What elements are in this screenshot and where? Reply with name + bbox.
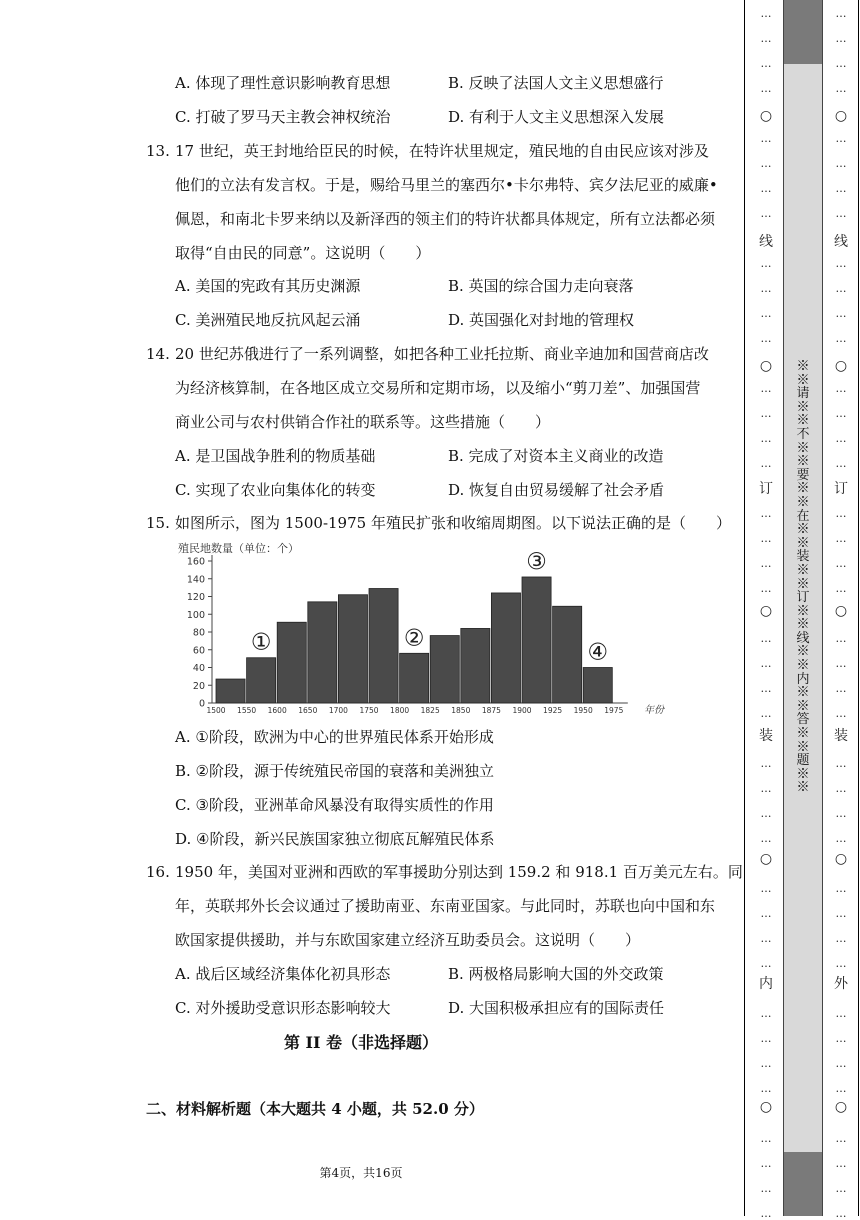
binding-char: 线 [834, 234, 848, 250]
binding-dots: … [835, 957, 847, 970]
binding-dots: … [760, 1007, 772, 1020]
chart-ylabel: 殖民地数量（单位：个） [178, 542, 299, 555]
binding-dots: … [760, 132, 772, 145]
chart-bar [277, 622, 306, 703]
chart-y-tick-label: 80 [192, 627, 205, 639]
binding-dots: … [760, 807, 772, 820]
chart-bar [216, 679, 245, 703]
binding-dots: … [760, 1032, 772, 1045]
binding-dots: … [760, 7, 772, 20]
q16-number: 16. [146, 863, 170, 881]
q12-option-a[interactable]: A. 体现了理性意识影响教育思想 [175, 74, 391, 92]
binding-dots: … [760, 1082, 772, 1095]
q16-stem-line-3: 欧国家提供援助，并与东欧国家建立经济互助委员会。这说明（ ） [175, 931, 641, 949]
binding-circle: ○ [759, 603, 773, 619]
binding-char: 订 [834, 481, 848, 497]
chart-x-tick-label: 1850 [451, 706, 471, 715]
binding-circle: ○ [759, 1099, 773, 1115]
inner-binding-line [758, 0, 774, 1220]
binding-dots: … [760, 657, 772, 670]
binding-dots: … [835, 182, 847, 195]
binding-char: 装 [759, 728, 773, 744]
binding-dots: … [760, 1182, 772, 1195]
colony-count-bar-chart [170, 538, 690, 720]
binding-dots: … [835, 557, 847, 570]
q13-option-d[interactable]: D. 英国强化对封地的管理权 [448, 311, 635, 329]
chart-bar [583, 668, 612, 704]
binding-dots: … [835, 57, 847, 70]
binding-dots: … [835, 1157, 847, 1170]
q13-stem-line-2: 他们的立法有发言权。于是，赐给马里兰的塞西尔•卡尔弗特、宾夕法尼亚的威廉• [175, 176, 718, 194]
binding-dots: … [760, 582, 772, 595]
binding-circle: ○ [759, 108, 773, 124]
chart-stage-label: ③ [526, 548, 547, 575]
chart-x-tick-label: 1925 [543, 706, 563, 715]
binding-dots: … [760, 682, 772, 695]
binding-border-right [858, 0, 859, 1216]
q14-stem-line-2: 为经济核算制，在各地区成立交易所和定期市场，以及缩小“剪刀差”、加强国营 [175, 379, 701, 397]
binding-dots: … [760, 632, 772, 645]
binding-dots: … [760, 32, 772, 45]
binding-dots: … [835, 832, 847, 845]
q12-option-b[interactable]: B. 反映了法国人文主义思想盛行 [448, 74, 664, 92]
binding-char: 订 [759, 481, 773, 497]
binding-dots: … [835, 307, 847, 320]
chart-xlabel: 年份 [644, 705, 664, 716]
binding-dots: … [835, 1082, 847, 1095]
binding-dots: … [835, 882, 847, 895]
binding-dots: … [760, 882, 772, 895]
binding-char: 外 [834, 976, 848, 992]
q14-number: 14. [146, 345, 170, 363]
q15-option-d[interactable]: D. ④阶段，新兴民族国家独立彻底瓦解殖民体系 [175, 830, 495, 848]
binding-circle: ○ [834, 851, 848, 867]
binding-dots: … [760, 457, 772, 470]
binding-dots: … [760, 1207, 772, 1220]
chart-x-tick-label: 1825 [420, 706, 440, 715]
chart-y-tick-label: 140 [186, 574, 205, 586]
chart-x-tick-label: 1750 [359, 706, 379, 715]
binding-dots: … [760, 1132, 772, 1145]
binding-dots: … [760, 757, 772, 770]
binding-dots: … [760, 1157, 772, 1170]
chart-bar [338, 595, 367, 703]
q15-option-c[interactable]: C. ③阶段，亚洲革命风暴没有取得实质性的作用 [175, 796, 494, 814]
binding-dots: … [760, 382, 772, 395]
page-footer: 第4页，共16页 [319, 1166, 403, 1180]
binding-dots: … [760, 407, 772, 420]
binding-char: 线 [759, 234, 773, 250]
binding-circle: ○ [759, 851, 773, 867]
binding-dots: … [835, 632, 847, 645]
chart-x-tick-label: 1875 [481, 706, 501, 715]
binding-dots: … [835, 507, 847, 520]
binding-dots: … [760, 832, 772, 845]
chart-y-tick-label: 20 [192, 680, 205, 692]
chart-y-tick-label: 60 [192, 645, 205, 657]
q13-stem-line-4: 取得“自由民的同意”。这说明（ ） [175, 244, 431, 262]
q15-option-a[interactable]: A. ①阶段，欧洲为中心的世界殖民体系开始形成 [175, 728, 494, 746]
binding-circle: ○ [834, 108, 848, 124]
binding-dots: … [760, 557, 772, 570]
q12-option-d[interactable]: D. 有利于人文主义思想深入发展 [448, 108, 665, 126]
binding-dots: … [760, 282, 772, 295]
chart-bar [369, 589, 398, 703]
binding-dots: … [835, 707, 847, 720]
binding-dots: … [835, 932, 847, 945]
binding-warning-column [783, 0, 823, 1216]
binding-dots: … [835, 1182, 847, 1195]
chart-x-tick-label: 1800 [390, 706, 410, 715]
chart-bar [430, 636, 459, 703]
chart-x-tick-label: 1650 [298, 706, 318, 715]
q15-number: 15. [146, 514, 170, 532]
binding-char: 内 [759, 976, 773, 992]
chart-bar [491, 593, 520, 703]
binding-circle: ○ [834, 358, 848, 374]
binding-dots: … [835, 382, 847, 395]
binding-dots: … [760, 507, 772, 520]
chart-x-tick-label: 1550 [237, 706, 257, 715]
binding-dots: … [760, 432, 772, 445]
chart-x-tick-label: 1975 [604, 706, 624, 715]
q14-option-d[interactable]: D. 恢复自由贸易缓解了社会矛盾 [448, 481, 665, 499]
binding-dots: … [835, 757, 847, 770]
chart-stage-label: ① [250, 629, 272, 656]
binding-dots: … [760, 307, 772, 320]
binding-dots: … [835, 82, 847, 95]
chart-y-tick-label: 160 [186, 556, 205, 568]
binding-dots: … [835, 532, 847, 545]
binding-dots: … [835, 132, 847, 145]
binding-char: 装 [834, 728, 848, 744]
chart-bar [553, 606, 582, 703]
binding-dots: … [835, 682, 847, 695]
binding-dots: … [760, 182, 772, 195]
q16-option-c[interactable]: C. 对外援助受意识形态影响较大 [175, 999, 391, 1017]
binding-dots: … [835, 782, 847, 795]
binding-dots: … [760, 257, 772, 270]
warning-top-block [784, 0, 822, 64]
binding-dots: … [760, 57, 772, 70]
chart-bar [308, 602, 337, 703]
binding-dots: … [760, 1057, 772, 1070]
binding-circle: ○ [759, 358, 773, 374]
binding-dots: … [835, 207, 847, 220]
chart-y-tick-label: 100 [186, 609, 205, 621]
q13-option-a[interactable]: A. 美国的宪政有其历史渊源 [175, 277, 361, 295]
chart-x-tick-label: 1500 [206, 706, 226, 715]
binding-dots: … [835, 457, 847, 470]
q13-number: 13. [146, 142, 170, 160]
binding-dots: … [760, 707, 772, 720]
binding-dots: … [835, 1007, 847, 1020]
q16-stem-line-2: 年，英联邦外长会议通过了援助南亚、东南亚国家。与此同时，苏联也向中国和东 [175, 897, 716, 915]
binding-dots: … [835, 807, 847, 820]
q12-option-c[interactable]: C. 打破了罗马天主教会神权统治 [175, 108, 391, 126]
binding-dots: … [835, 432, 847, 445]
q13-option-c[interactable]: C. 美洲殖民地反抗风起云涌 [175, 311, 361, 329]
binding-dots: … [835, 1132, 847, 1145]
chart-x-tick-label: 1900 [512, 706, 532, 715]
binding-dots: … [835, 282, 847, 295]
binding-dots: … [760, 932, 772, 945]
chart-stage-label: ④ [587, 639, 609, 666]
chart-bar [461, 628, 490, 703]
binding-dots: … [835, 1057, 847, 1070]
chart-x-tick-label: 1700 [328, 706, 348, 715]
binding-dots: … [835, 32, 847, 45]
binding-dots: … [835, 407, 847, 420]
binding-dots: … [835, 582, 847, 595]
q13-stem-line-3: 佩恩，和南北卡罗来纳以及新泽西的领主们的特许状都具体规定，所有立法都必须 [175, 210, 716, 228]
binding-warning-text: ※※请※※不※※要※※在※※装※※订※※线※※内※※答※※题※※ [796, 359, 810, 796]
chart-bar [247, 658, 276, 703]
chart-bar [400, 653, 429, 703]
binding-dots: … [835, 7, 847, 20]
q14-stem-line-1: 20 世纪苏俄进行了一系列调整，如把各种工业托拉斯、商业辛迪加和国营商店改 [175, 345, 709, 363]
part-title: 二、材料解析题（本大题共 4 小题，共 52.0 分） [146, 1100, 484, 1118]
binding-dots: … [760, 782, 772, 795]
binding-dots: … [760, 957, 772, 970]
binding-dots: … [760, 907, 772, 920]
q16-stem-line-1: 1950 年，美国对亚洲和西欧的军事援助分别达到 159.2 和 918.1 百万美元左右。同 [175, 863, 743, 881]
binding-dots: … [760, 532, 772, 545]
q15-option-b[interactable]: B. ②阶段，源于传统殖民帝国的衰落和美洲独立 [175, 762, 495, 780]
chart-bar [522, 577, 551, 703]
q13-option-b[interactable]: B. 英国的综合国力走向衰落 [448, 277, 634, 295]
q15-stem: 如图所示，图为 1500-1975 年殖民扩张和收缩周期图。以下说法正确的是（ ） [175, 514, 731, 532]
warning-bottom-block [784, 1152, 822, 1216]
binding-dots: … [835, 257, 847, 270]
q14-option-a[interactable]: A. 是卫国战争胜利的物质基础 [175, 447, 376, 465]
q14-stem-line-3: 商业公司与农村供销合作社的联系等。这些措施（ ） [175, 413, 551, 431]
chart-x-tick-label: 1600 [267, 706, 287, 715]
binding-border-left [744, 0, 745, 1216]
q14-option-c[interactable]: C. 实现了农业向集体化的转变 [175, 481, 376, 499]
binding-dots: … [760, 332, 772, 345]
binding-dots: … [760, 207, 772, 220]
binding-dots: … [835, 1207, 847, 1220]
q16-option-a[interactable]: A. 战后区域经济集体化初具形态 [175, 965, 391, 983]
binding-dots: … [835, 657, 847, 670]
section-title: 第 II 卷（非选择题） [283, 1033, 439, 1052]
chart-y-tick-label: 40 [192, 663, 205, 674]
binding-dots: … [760, 82, 772, 95]
chart-y-tick-label: 0 [198, 698, 205, 710]
binding-dots: … [835, 907, 847, 920]
q16-option-d[interactable]: D. 大国积极承担应有的国际责任 [448, 999, 665, 1017]
q13-stem-line-1: 17 世纪，英王封地给臣民的时候，在特许状里规定，殖民地的自由民应该对涉及 [175, 142, 709, 160]
q14-option-b[interactable]: B. 完成了对资本主义商业的改造 [448, 447, 664, 465]
binding-circle: ○ [834, 1099, 848, 1115]
outer-binding-line [833, 0, 849, 1220]
chart-x-tick-label: 1950 [573, 706, 593, 715]
q16-option-b[interactable]: B. 两极格局影响大国的外交政策 [448, 965, 664, 983]
binding-dots: … [760, 157, 772, 170]
binding-dots: … [835, 1032, 847, 1045]
binding-circle: ○ [834, 603, 848, 619]
chart-stage-label: ② [403, 625, 425, 652]
binding-dots: … [835, 157, 847, 170]
chart-y-tick-label: 120 [186, 592, 205, 603]
binding-dots: … [835, 332, 847, 345]
